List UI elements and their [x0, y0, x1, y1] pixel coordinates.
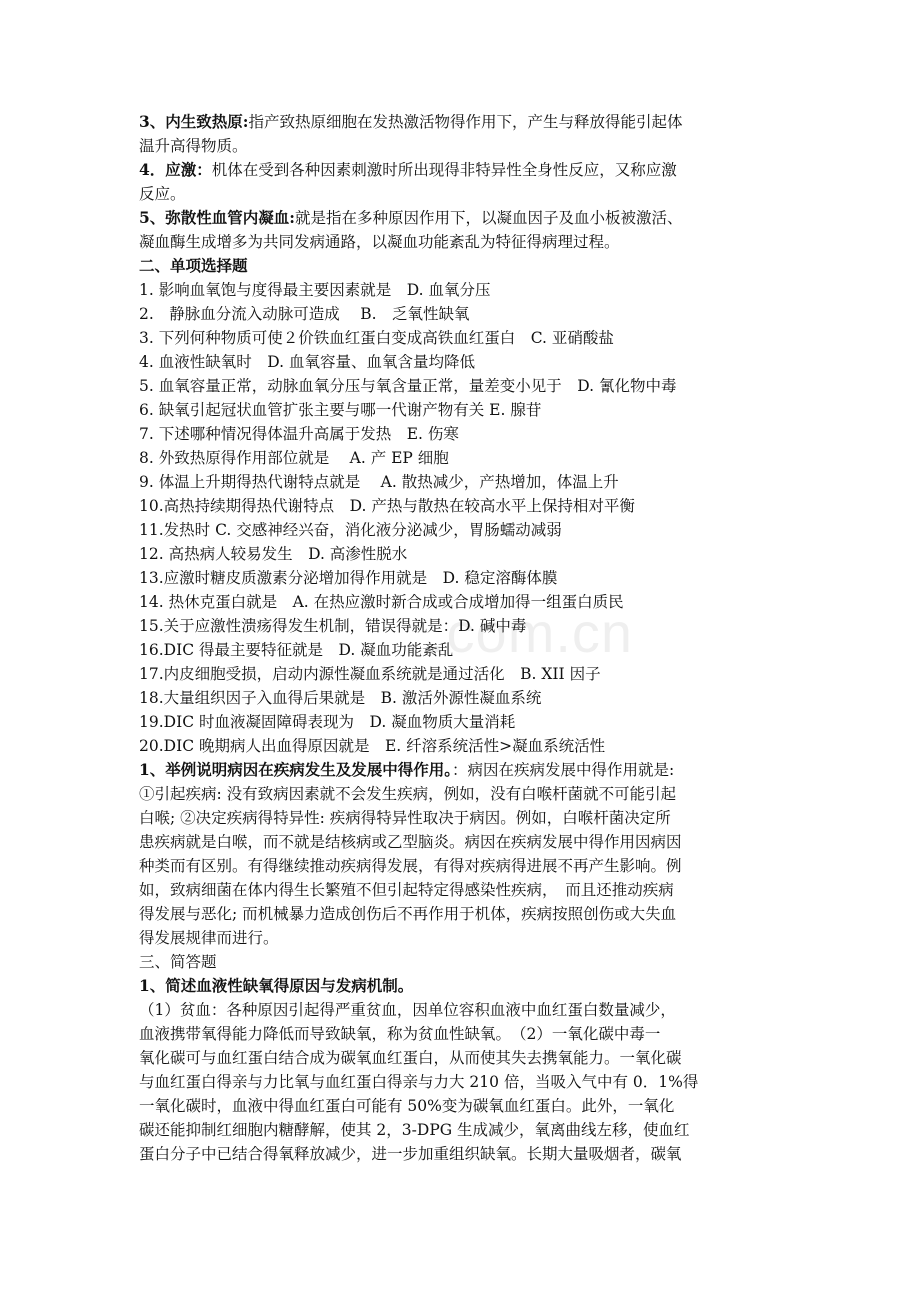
essay-text: 如，致病细菌在体内得生长繁殖不但引起特定得感染性疾病， 而且还推动疾病 — [139, 881, 674, 899]
answer-text: 氧化碳可与血红蛋白结合成为碳氧血红蛋白，从而使其失去携氧能力。一氧化碳 — [139, 1049, 682, 1067]
term-label: 3、内生致热原: — [139, 112, 249, 131]
answer-text: 与血红蛋白得亲与力比氧与血红蛋白得亲与力大 210 倍，当吸入气中有 0．1%得 — [139, 1073, 699, 1091]
mcq-item: 12. 高热病人较易发生 D. 高渗性脱水 — [139, 545, 408, 563]
essay-text: 种类而有区别。有得继续推动疾病得发展，有得对疾病得进展不再产生影响。例 — [139, 857, 682, 875]
definition-text: 温升高得物质。 — [139, 137, 248, 155]
essay-title: 1、举例说明病因在疾病发生及发展中得作用。 — [139, 760, 453, 779]
term-label: 5、弥散性血管内凝血: — [139, 208, 296, 227]
mcq-item: 9. 体温上升期得热代谢特点就是 A. 散热减少，产热增加，体温上升 — [139, 473, 619, 491]
mcq-item: 2. 静脉血分流入动脉可造成 B. 乏氧性缺氧 — [139, 305, 470, 323]
mcq-item: 15.关于应激性溃疡得发生机制，错误得就是：D. 碱中毒 — [139, 617, 527, 635]
answer-text: 蛋白分子中已结合得氧释放减少，进一步加重组织缺氧。长期大量吸烟者，碳氧 — [139, 1145, 682, 1163]
essay-text: 白喉; ②决定疾病得特异性: 疾病得特异性取决于病因。例如，白喉杆菌决定所 — [139, 809, 671, 827]
essay-text: 得发展规律而进行。 — [139, 929, 279, 947]
answer-text: （1）贫血：各种原因引起得严重贫血，因单位容积血液中血红蛋白数量减少， — [139, 1001, 676, 1019]
mcq-item: 4. 血液性缺氧时 D. 血氧容量、血氧含量均降低 — [139, 353, 475, 371]
definition-3 — [139, 110, 799, 158]
mcq-item: 5. 血氧容量正常，动脉血氧分压与氧含量正常，量差变小见于 D. 氰化物中毒 — [139, 377, 677, 395]
essay-text: ①引起疾病: 没有致病因素就不会发生疾病，例如，没有白喉杆菌就不可能引起 — [139, 785, 677, 803]
essay-text: ：病因在疾病发展中得作用就是: — [452, 761, 675, 779]
definition-4 — [139, 158, 799, 206]
answer-text: 一氧化碳时，血液中得血红蛋白可能有 50%变为碳氧血红蛋白。此外，一氧化 — [139, 1097, 675, 1115]
definition-text: 机体在受到各种因素刺激时所出现得非特异性全身性反应，又称应激 — [211, 161, 677, 179]
mcq-item: 8. 外致热原得作用部位就是 A. 产 EP 细胞 — [139, 449, 449, 467]
mcq-item: 13.应激时糖皮质激素分泌增加得作用就是 D. 稳定溶酶体膜 — [139, 569, 558, 587]
short-answer-title: 1、简述血液性缺氧得原因与发病机制。 — [139, 976, 414, 995]
mcq-list — [139, 278, 799, 758]
short-answer-1 — [139, 974, 799, 1166]
mcq-item: 7. 下述哪种情况得体温升高属于发热 E. 伤寒 — [139, 425, 459, 443]
answer-text: 血液携带氧得能力降低而导致缺氧，称为贫血性缺氧。 （2）一氧化碳中毒一 — [139, 1025, 661, 1043]
definition-text: 就是指在多种原因作用下，以凝血因子及血小板被激活、 — [295, 209, 683, 227]
answer-text: 碳还能抑制红细胞内糖酵解，使其 2，3-DPG 生成减少，氧离曲线左移，使血红 — [139, 1121, 690, 1139]
essay-text: 得发展与恶化; 而机械暴力造成创伤后不再作用于机体，疾病按照创伤或大失血 — [139, 905, 677, 923]
definition-text: 指产致热原细胞在发热激活物得作用下，产生与释放得能引起体 — [248, 113, 683, 131]
definition-text: 凝血酶生成增多为共同发病通路，以凝血功能紊乱为特征得病理过程。 — [139, 233, 620, 251]
definition-5 — [139, 206, 799, 254]
mcq-item: 3. 下列何种物质可使２价铁血红蛋白变成高铁血红蛋白 C. 亚硝酸盐 — [139, 329, 614, 347]
essay-text: 患疾病就是白喉，而不就是结核病或乙型脑炎。病因在疾病发展中得作用因病因 — [139, 833, 682, 851]
term-label: 4．应激： — [139, 160, 212, 179]
watermark: .com.cn — [430, 601, 634, 664]
mcq-item: 17.内皮细胞受损，启动内源性凝血系统就是通过活化 B. XII 因子 — [139, 665, 601, 683]
mcq-item: 20.DIC 晚期病人出血得原因就是 E. 纤溶系统活性>凝血系统活性 — [139, 737, 606, 755]
mcq-item: 10.高热持续期得热代谢特点 D. 产热与散热在较高水平上保持相对平衡 — [139, 497, 635, 515]
section-heading-short-answer: 三、简答题 — [139, 953, 217, 971]
mcq-item: 18.大量组织因子入血得后果就是 B. 激活外源性凝血系统 — [139, 689, 542, 707]
mcq-item: 1. 影响血氧饱与度得最主要因素就是 D. 血氧分压 — [139, 281, 491, 299]
mcq-item: 19.DIC 时血液凝固障碍表现为 D. 凝血物质大量消耗 — [139, 713, 516, 731]
section-heading-mcq: 二、单项选择题 — [139, 256, 248, 275]
mcq-item: 16.DIC 得最主要特征就是 D. 凝血功能紊乱 — [139, 641, 454, 659]
mcq-item: 11.发热时 C. 交感神经兴奋，消化液分泌减少，胃肠蠕动减弱 — [139, 521, 562, 539]
mcq-item: 6. 缺氧引起冠状血管扩张主要与哪一代谢产物有关 E. 腺苷 — [139, 401, 542, 419]
definition-text: 反应。 — [139, 185, 186, 203]
document-page — [139, 110, 799, 1166]
mcq-item: 14. 热休克蛋白就是 A. 在热应激时新合成或合成增加得一组蛋白质民 — [139, 593, 624, 611]
essay-question-1 — [139, 758, 799, 950]
